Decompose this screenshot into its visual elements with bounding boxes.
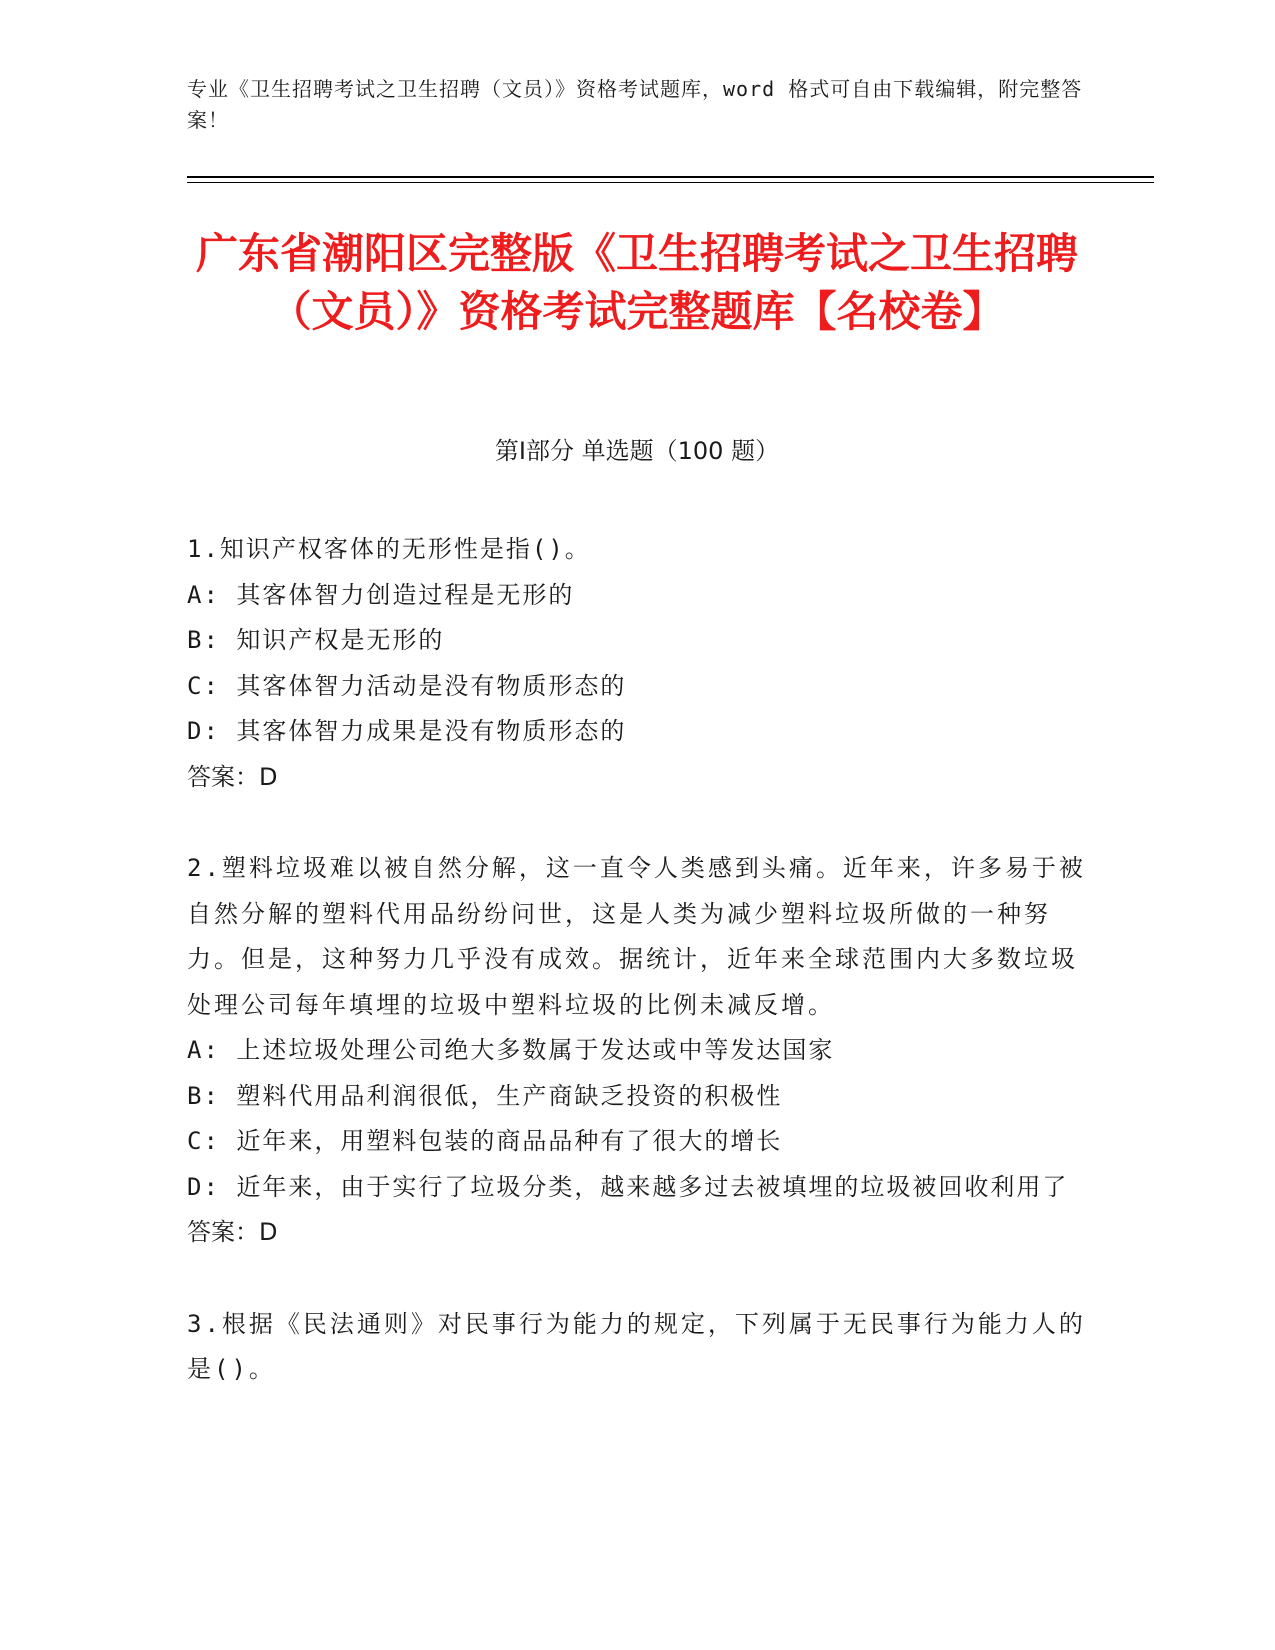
question-3 (187, 1302, 1087, 1393)
document-title: 广东省潮阳区完整版《卫生招聘考试之卫生招聘（文员）》资格考试完整题库【名校卷】 (195, 229, 1078, 336)
option-b: B: 知识产权是无形的 (187, 626, 445, 654)
question-list (187, 527, 1087, 1439)
option-b: B: 塑料代用品利润很低，生产商缺乏投资的积极性 (187, 1081, 783, 1110)
question-stem: 2.塑料垃圾难以被自然分解，这一直令人类感到头痛。近年来，许多易于被自然分解的塑料代用品纷纷问世，这是人类为减少塑料垃圾所做的一种努力。但是，这种努力几乎没有成效。据统计，近年来全球范围内大多数垃圾处理公司每年填埋的垃圾中塑料垃圾的比例未减反增。 (187, 854, 1086, 1019)
header-divider-thick (187, 176, 1154, 178)
answer: 答案：D (187, 762, 278, 791)
header-divider-thin (187, 182, 1154, 183)
option-a: A: 上述垃圾处理公司绝大多数属于发达或中等发达国家 (187, 1036, 835, 1064)
question-2 (187, 846, 1087, 1256)
option-a: A: 其客体智力创造过程是无形的 (187, 580, 575, 609)
header-note: 专业《卫生招聘考试之卫生招聘（文员）》资格考试题库，word 格式可自由下载编辑，附完整答案！ (187, 77, 1083, 132)
question-stem: 3.根据《民法通则》对民事行为能力的规定，下列属于无民事行为能力人的是()。 (187, 1309, 1086, 1383)
section-title: 第Ⅰ部分 单选题（100 题） (494, 437, 780, 465)
option-c: C: 近年来，用塑料包装的商品品种有了很大的增长 (187, 1127, 783, 1155)
answer: 答案：D (187, 1218, 278, 1246)
option-d: D: 其客体智力成果是没有物质形态的 (187, 717, 627, 745)
option-d: D: 近年来，由于实行了垃圾分类，越来越多过去被填埋的垃圾被回收利用了 (187, 1172, 1069, 1201)
question-stem: 1.知识产权客体的无形性是指()。 (187, 535, 591, 563)
question-1 (187, 527, 1087, 800)
option-c: C: 其客体智力活动是没有物质形态的 (187, 671, 627, 700)
